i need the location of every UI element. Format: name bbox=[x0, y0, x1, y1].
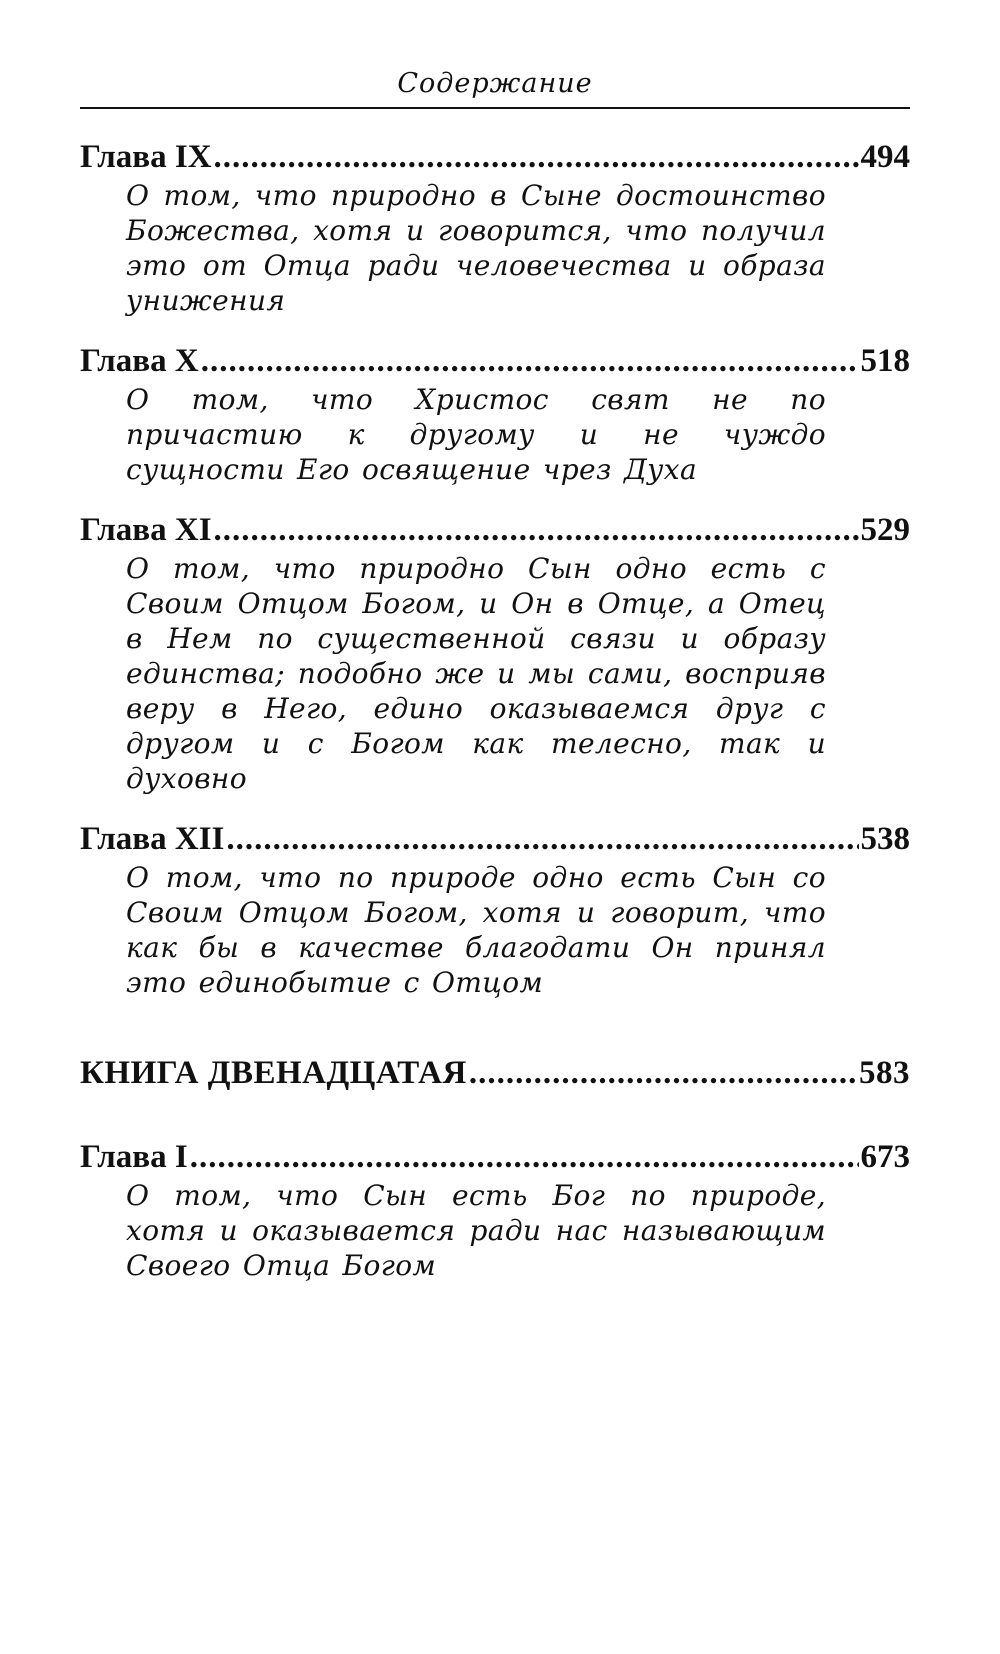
toc-entry-chapter-12[interactable] bbox=[80, 818, 910, 1000]
toc-leader-dots bbox=[190, 1136, 859, 1178]
toc-entry-chapter-1[interactable] bbox=[80, 1136, 910, 1283]
toc-page-number: 673 bbox=[860, 1139, 910, 1175]
toc-entry-description: О том, что по природе одно есть Сын со Своим Отцом Богом, хотя и говорит, что как бы в качестве благодати Он принял это единобытие с Отцом bbox=[126, 861, 826, 999]
toc-entry-title: Глава XII bbox=[80, 821, 225, 857]
table-of-contents bbox=[80, 136, 910, 1305]
toc-page-number: 529 bbox=[860, 512, 910, 548]
header-rule bbox=[80, 107, 910, 109]
toc-entry-chapter-10[interactable] bbox=[80, 340, 910, 487]
toc-leader-dots bbox=[469, 1052, 857, 1094]
toc-entry-head bbox=[80, 818, 910, 860]
toc-page-number: 538 bbox=[860, 821, 910, 857]
toc-entry-chapter-11[interactable] bbox=[80, 509, 910, 796]
toc-page-number: 583 bbox=[859, 1055, 910, 1091]
toc-entry-description: О том, что природно Сын одно есть с Своим Отцом Богом, и Он в Отце, а Отец в Нем по существенной связи и образу единства; подобно же и мы сами, восприяв веру в Него, едино оказываемся друг с другом и с Богом как телесно, так и духовно bbox=[126, 552, 826, 795]
toc-page-number: 518 bbox=[860, 343, 910, 379]
toc-entry-head bbox=[80, 1136, 910, 1178]
toc-entry-description: О том, что природно в Сыне достоинство Божества, хотя и говорится, что получил это от Отца ради человечества и образа унижения bbox=[126, 179, 826, 317]
toc-entry-description: О том, что Христос свят не по причастию к другому и не чуждо сущности Его освящение чрез Духа bbox=[126, 383, 826, 486]
toc-entry-title: Глава XI bbox=[80, 512, 212, 548]
toc-book-title: КНИГА ДВЕНАДЦАТАЯ bbox=[80, 1055, 467, 1091]
toc-entry-title: Глава I bbox=[80, 1139, 188, 1175]
toc-leader-dots bbox=[226, 818, 858, 860]
toc-page-number: 494 bbox=[860, 139, 910, 175]
toc-entry-title: Глава X bbox=[80, 343, 199, 379]
toc-entry-head bbox=[80, 340, 910, 382]
toc-entry-head bbox=[80, 1052, 910, 1094]
toc-entry-head bbox=[80, 509, 910, 551]
toc-entry-description: О том, что Сын есть Бог по природе, хотя и оказывается ради нас называющим Своего Отца Богом bbox=[126, 1179, 826, 1282]
book-page bbox=[80, 0, 910, 1654]
toc-entry-head bbox=[80, 136, 910, 178]
toc-entry-chapter-9[interactable] bbox=[80, 136, 910, 318]
toc-leader-dots bbox=[201, 340, 859, 382]
running-head: Содержание bbox=[397, 68, 593, 99]
toc-entry-title: Глава IX bbox=[80, 139, 212, 175]
toc-entry-book-twelve[interactable] bbox=[80, 1052, 910, 1094]
toc-leader-dots bbox=[214, 136, 859, 178]
toc-leader-dots bbox=[214, 509, 859, 551]
